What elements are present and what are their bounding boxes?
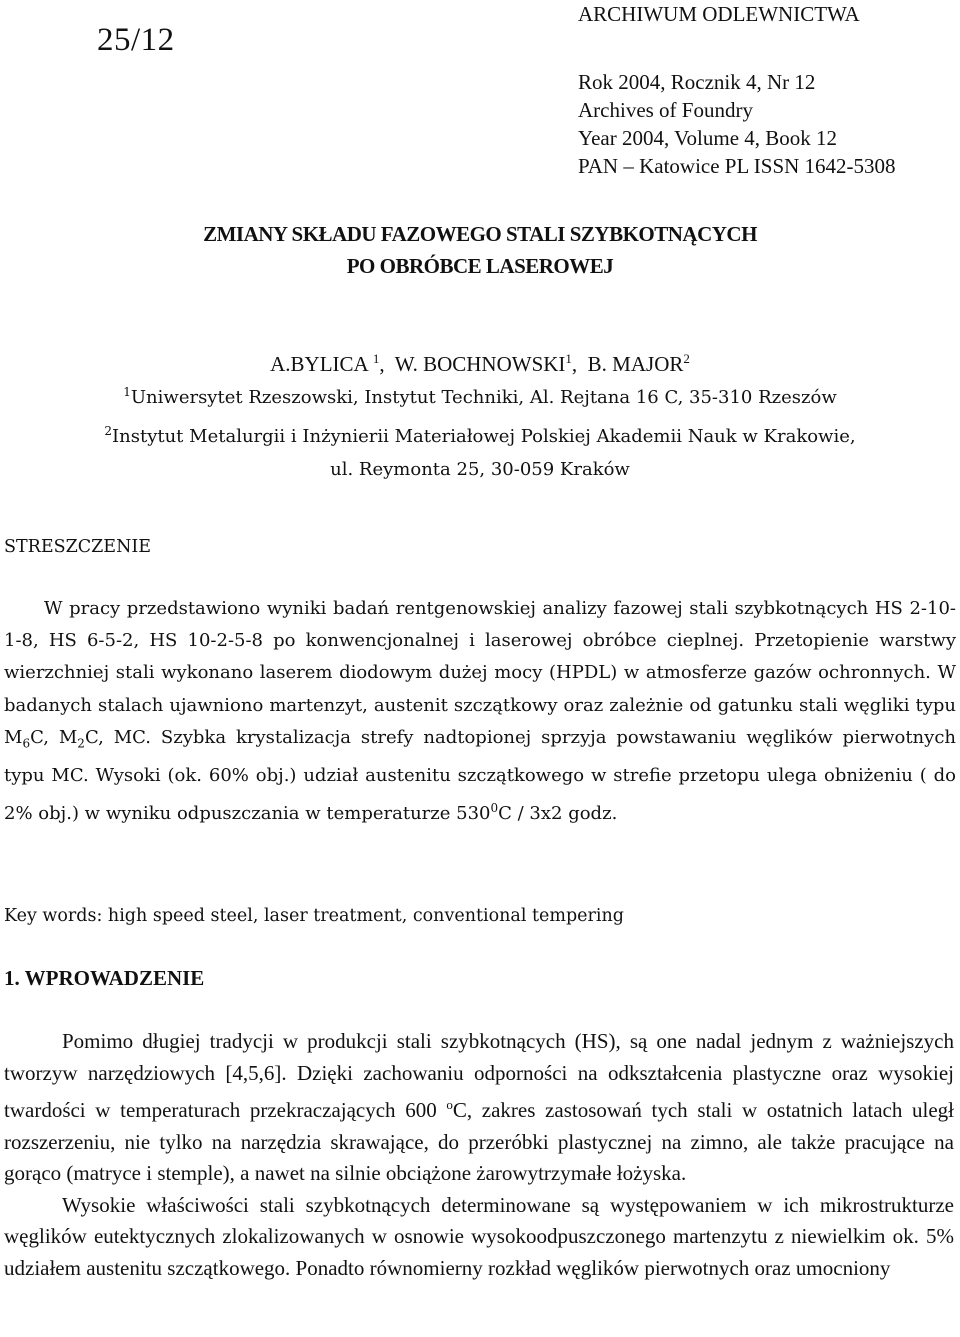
introduction-body bbox=[4, 1026, 954, 1284]
abstract-heading: STRESZCZENIE bbox=[4, 537, 152, 557]
abstract-sub-1: 6 bbox=[22, 736, 31, 751]
journal-info bbox=[578, 0, 896, 180]
paper-number: 25/12 bbox=[97, 22, 175, 58]
abstract-sub-2: 2 bbox=[77, 736, 85, 751]
author-1: A.BYLICA bbox=[270, 352, 368, 376]
section-heading-introduction: 1. WPROWADZENIE bbox=[4, 966, 205, 990]
keywords: Key words: high speed steel, laser treatment, conventional tempering bbox=[4, 906, 624, 926]
abstract-paragraph bbox=[4, 593, 956, 830]
title-line-1: ZMIANY SKŁADU FAZOWEGO STALI SZYBKOTNĄCYCH bbox=[203, 222, 757, 246]
affiliation-2-text: Instytut Metalurgii i Inżynierii Materiałowej Polskiej Akademii Nauk w Krakowie, bbox=[112, 425, 856, 447]
affiliation-2-marker: 2 bbox=[104, 423, 113, 438]
abstract-sup-1: 0 bbox=[490, 800, 499, 815]
journal-issn: PAN – Katowice PL ISSN 1642-5308 bbox=[578, 154, 896, 178]
intro-p1-text-a: Pomimo długiej tradycji w produkcji stali szybkotnących (HS), są one nadal jednym z ważniejszych tworzyw narzędziowych [4,5,6]. Dzięki zachowaniu odporności na odkształcenia plastyczne oraz wysokiej twardości w temperaturach przekraczających 600 bbox=[4, 1029, 954, 1122]
abstract-text-4: C / 3x2 godz. bbox=[498, 802, 618, 824]
paper-title bbox=[0, 218, 960, 282]
journal-name-en: Archives of Foundry bbox=[578, 98, 753, 122]
intro-p1-text-b: C, zakres zastosowań tych stali w ostatnich latach uległ rozszerzeniu, nie tylko na narzędzia skrawające, do przeróbki plastycznej na zimno, ale także pracujące na gorąco (matryce i stemple), a nawet na silnie obciążone żarowytrzymałe łożyska. bbox=[4, 1098, 955, 1185]
title-line-2: PO OBRÓBCE LASEROWEJ bbox=[346, 254, 614, 278]
intro-p1-sup: o bbox=[446, 1097, 453, 1112]
affiliation-1-text: Uniwersytet Rzeszowski, Instytut Techniki, Al. Rejtana 16 C, 35-310 Rzeszów bbox=[130, 387, 837, 408]
affiliations bbox=[0, 376, 960, 487]
affiliation-1 bbox=[0, 376, 960, 415]
journal-title: ARCHIWUM ODLEWNICTWA bbox=[578, 2, 860, 26]
introduction-paragraph-2: Wysokie właściwości stali szybkotnących determinowane są występowaniem w ich mikrostrukturze węglików eutektycznych zlokalizowanych w osnowie wysokoodpuszczonego martenzytu z niewielkim ok. 5% udziałem austenitu szczątkowego. Ponadto równomierny rozkład węglików pierwotnych oraz umocniony bbox=[4, 1192, 954, 1280]
affiliation-2-address: ul. Reymonta 25, 30-059 Kraków bbox=[330, 459, 630, 480]
author-2: W. BOCHNOWSKI bbox=[394, 352, 566, 376]
abstract-text-3: C, MC. Szybka krystalizacja strefy nadtopionej sprzyja powstawaniu węglików pierwotnych typu MC. Wysoki (ok. 60% obj.) udział austenitu szczątkowego w strefie przetopu ulega obniżeniu ( do 2% obj.) w wyniku odpuszczania w temperaturze 530 bbox=[4, 726, 956, 824]
affiliation-2 bbox=[0, 415, 960, 454]
abstract-text-2: C, M bbox=[30, 726, 78, 748]
author-3: B. MAJOR bbox=[587, 352, 684, 376]
affiliation-1-marker: 1 bbox=[123, 385, 131, 399]
abstract-text-1: W pracy przedstawiono wyniki badań rentgenowskiej analizy fazowej stali szybkotnących HS 2-10-1-8, HS 6-5-2, HS 10-2-5-8 po konwencjonalnej i laserowej obróbce cieplnej. Przetopienie warstwy wierzchniej stali wykonano laserem diodowym dużej mocy (HPDL) w atmosferze gazów ochronnych. W badanych stalach ujawniono martenzyt, austenit szczątkowy oraz zależnie od gatunku stali węgliki typu M bbox=[4, 598, 956, 748]
author-1-affil: 1 bbox=[372, 351, 380, 366]
abstract-body bbox=[4, 593, 956, 830]
authors-line: A.BYLICA $^1$, W. BOCHNOWSKI$^1$, B. MAJOR$^2$ bbox=[270, 351, 690, 376]
author-3-affil: 2 bbox=[683, 351, 690, 366]
journal-volume-en: Year 2004, Volume 4, Book 12 bbox=[578, 126, 838, 150]
introduction-paragraph-1 bbox=[4, 1026, 954, 1190]
journal-year-line: Rok 2004, Rocznik 4, Nr 12 bbox=[578, 70, 816, 94]
author-2-affil: 1 bbox=[565, 351, 572, 366]
